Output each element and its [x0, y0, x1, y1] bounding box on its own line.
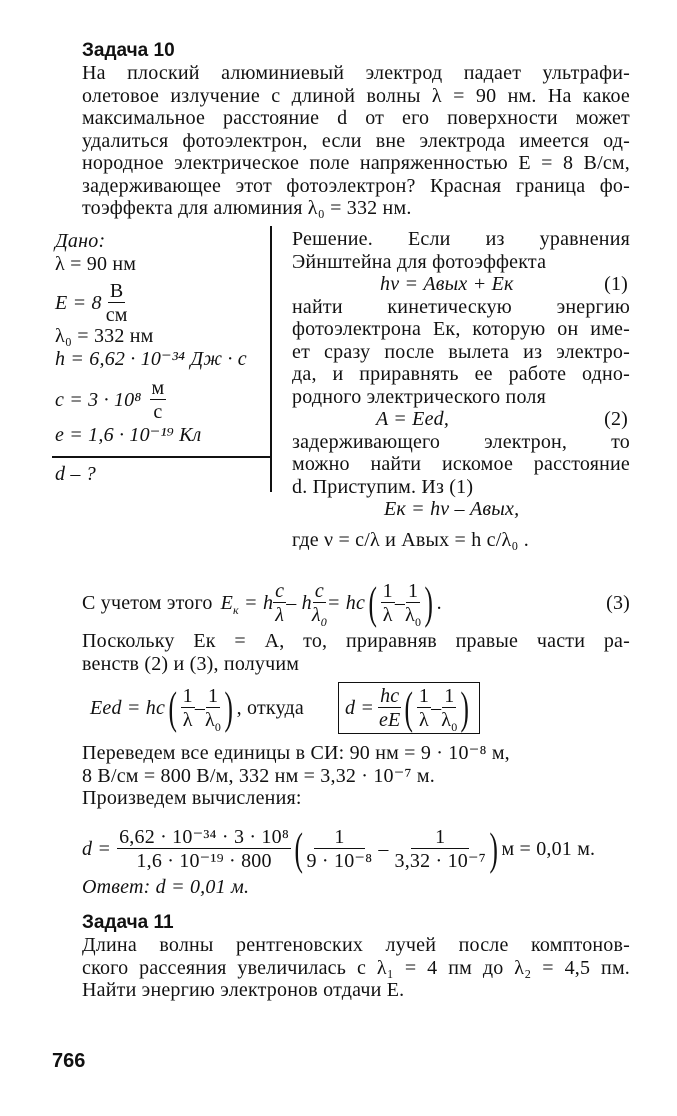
given-c-value: c = 3 · 10⁸: [55, 388, 142, 411]
task11-line: ского рассеяния увеличилась с λ₁ = 4 пм до λ₂ = 4,5 пм.: [82, 956, 630, 979]
solution-ek-equation: Eк = hν – Aвых,: [384, 498, 520, 520]
solution-line: родного электрического поля: [292, 385, 546, 408]
solution-line: можно найти искомое расстояние: [292, 453, 630, 475]
given-c-unit: [150, 378, 167, 422]
formula-3-number: (3): [606, 591, 630, 614]
given-lambda0: λ₀ = 332 нм: [55, 325, 154, 347]
formula-3-frac: $\frac{c}{\lambda}$: [275, 580, 285, 626]
formula-3: С учетом этого $E_к = h$ $\frac{c}{\lambda}$ – h $\frac{c}{\lambda_0}$ = hc ( $\frac{1}{\lambda}$ – $\frac{1}{\lambda_0}$ ) . (3): [82, 577, 630, 629]
equation-2: [292, 408, 630, 431]
since-line: Поскольку Eк = A, то, приравняв правые части ра-: [82, 630, 630, 652]
convert-line: Произведем вычисления:: [82, 787, 302, 809]
formula-3-frac: $\frac{1}{\lambda}$: [382, 580, 393, 626]
solution-line: Решение. Если из уравнения: [292, 228, 630, 250]
calc-frac-2: $\frac{1}{\text{3,32 · 10⁻⁷}}$: [394, 826, 486, 872]
task10-line: тоэффекта для алюминия λ₀ = 332 нм.: [82, 197, 412, 219]
given-E-value: E = 8: [55, 291, 102, 314]
equation-2-number: (2): [604, 408, 628, 430]
solution-line: Эйнштейна для фотоэффекта: [292, 250, 547, 273]
calc-numerator: 6,62 · 10⁻³⁴ · 3 · 10⁸: [119, 826, 289, 848]
calculation: d = $\frac{\text{6,62 · 10⁻³⁴ · 3 · 10⁸}}{\text{1,6 · 10⁻¹⁹ · 800}}$ ( $\frac{1}{\text{9 · 10⁻⁸}}$ – $\frac{1}{\text{3,32 · 10⁻⁷}}$ ) м = 0,01 м.: [82, 823, 596, 874]
task11-line: Длина волны рентгеновских лучей после комптонов-: [82, 934, 630, 956]
given-lambda: λ = 90 нм: [55, 252, 137, 275]
answer: Ответ: d = 0,01 м.: [82, 876, 250, 898]
solution-line: да, и приравнять ее работе одно-: [292, 363, 630, 385]
solution-where-line: где ν = c/λ и Aвых = h c/λ₀ .: [292, 528, 529, 551]
equation-1-number: (1): [604, 273, 628, 295]
given-c-unit-den: с: [153, 401, 163, 423]
task10-line: нородное электрическое поле напряженностью E = 8 В/см,: [82, 152, 630, 174]
calc-frac-1: $\frac{1}{\text{9 · 10⁻⁸}}$: [306, 826, 373, 872]
calc-main-frac: [117, 827, 291, 871]
given-E: [55, 281, 247, 325]
given-e: e = 1,6 · 10⁻¹⁹ Кл: [55, 424, 202, 446]
given-c: [55, 378, 247, 422]
since-paragraph: [82, 630, 630, 675]
task10-line: удалиться фотоэлектрон, если вне электрода имеется од-: [82, 129, 630, 152]
given-divider-vertical: [270, 226, 272, 492]
solution-line: ет сразу после вылета из электро-: [292, 340, 630, 363]
given-block: [55, 230, 247, 485]
task11-line: Найти энергию электронов отдачи E.: [82, 979, 405, 1001]
formula-3-body: $E_к = h$: [220, 591, 274, 617]
convert-line: 8 В/см = 800 В/м, 332 нм = 3,32 · 10⁻⁷ м.: [82, 764, 435, 787]
given-find: d – ?: [55, 462, 96, 485]
calc-denominator: 1,6 · 10⁻¹⁹ · 800: [136, 850, 272, 872]
solution-block: [292, 228, 630, 551]
result-line: Eed = hc ( $\frac{1}{\lambda}$ – $\frac{1}{\lambda_0}$ ) , откуда d = $\frac{hc}{eE}$ ( $\frac{1}{\lambda}$ – $\frac{1}{\lambda_0}$ ): [90, 680, 630, 736]
task10-line: На плоский алюминиевый электрод падает ультрафи-: [82, 62, 630, 84]
given-c-unit-num: м: [151, 377, 165, 399]
convert-paragraph: [82, 742, 630, 810]
calc-frac-2-den: 3,32 · 10⁻⁷: [394, 850, 486, 872]
equation-1-body: hν = Aвых + Eк: [380, 273, 514, 295]
task10-text: [82, 62, 630, 220]
given-title: Дано:: [55, 230, 106, 252]
formula-3-frac: $\frac{c}{\lambda_0}$: [311, 580, 327, 629]
task11-heading: Задача 11: [82, 912, 174, 933]
task10-line: максимальное расстояние d от его поверхности может: [82, 107, 630, 129]
task10-heading: Задача 10: [82, 40, 175, 61]
given-E-unit-den: см: [105, 304, 128, 326]
since-line: венств (2) и (3), получим: [82, 652, 300, 675]
solution-line: задерживающего электрон, то: [292, 430, 630, 453]
equation-1: [292, 273, 630, 296]
formula-3-lead: С учетом этого: [82, 591, 213, 614]
given-E-unit-num: В: [109, 280, 124, 302]
equation-2-body: A = Eed,: [376, 408, 450, 430]
given-divider-horizontal: [52, 456, 272, 458]
calc-result: м = 0,01 м.: [501, 837, 596, 860]
solution-line: найти кинетическую энергию: [292, 295, 630, 318]
convert-line: Переведем все единицы в СИ: 90 нм = 9 · 10⁻⁸ м,: [82, 742, 510, 764]
boxed-result: d = $\frac{hc}{eE}$ ( $\frac{1}{\lambda}$ – $\frac{1}{\lambda_0}$ ): [338, 682, 480, 734]
page-number: 766: [52, 1050, 86, 1072]
calc-frac-1-den: 9 · 10⁻⁸: [306, 850, 373, 872]
task11-text: [82, 934, 630, 1002]
given-E-unit: [106, 281, 128, 325]
formula-3-frac: $\frac{1}{\lambda_0}$: [405, 580, 422, 629]
solution-line: фотоэлектрона Eк, которую он име-: [292, 318, 630, 340]
task10-line: задерживающее этот фотоэлектрон? Красная граница фо-: [82, 174, 630, 197]
task10-line: олетовое излучение с длиной волны λ = 90 нм. На какое: [82, 84, 630, 107]
solution-line: d. Приступим. Из (1): [292, 475, 474, 498]
given-h: h = 6,62 · 10⁻³⁴ Дж · с: [55, 347, 247, 370]
